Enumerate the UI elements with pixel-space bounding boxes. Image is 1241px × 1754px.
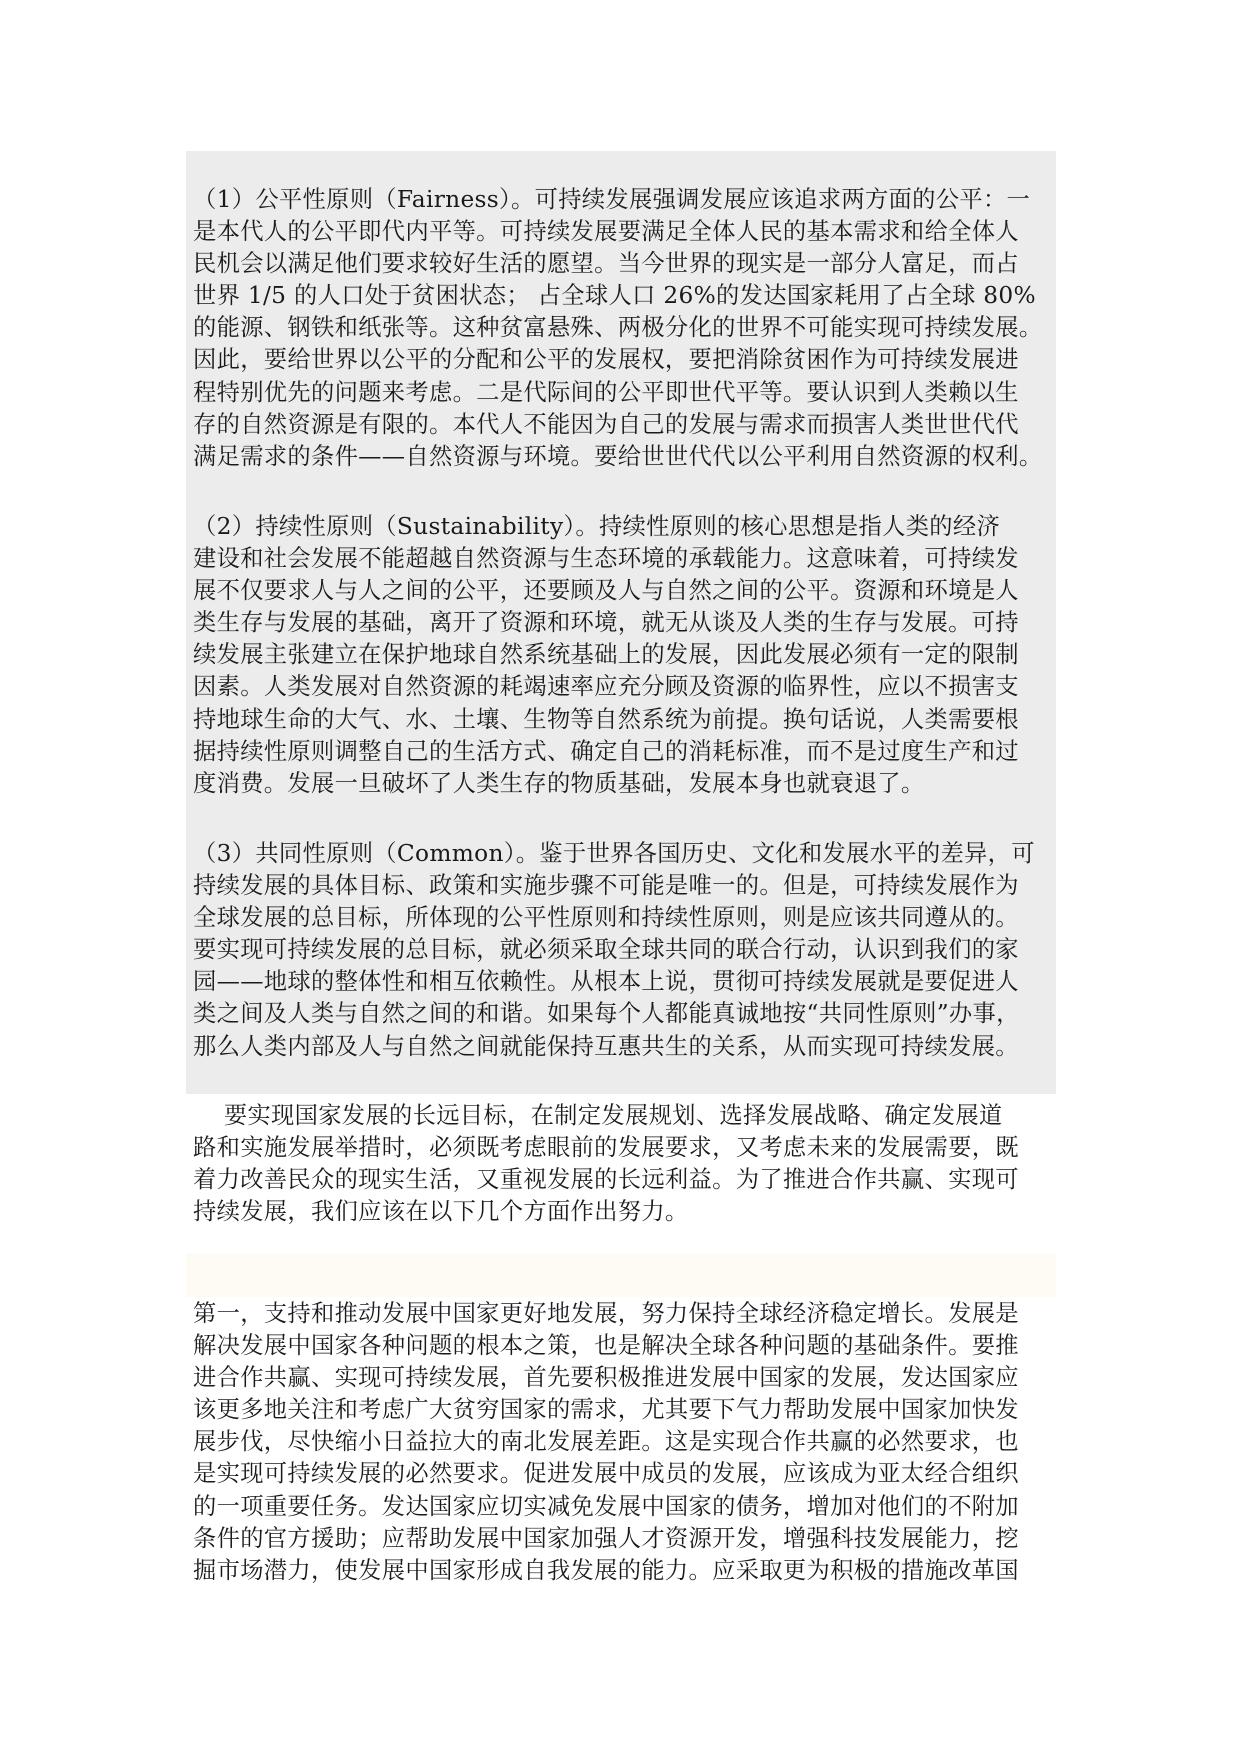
paragraph-common-principle: （3）共同性原则（Common）。鉴于世界各国历史、文化和发展水平的差异，可 持续发展的具体目标、政策和实施步骤不可能是唯一的。但是，可持续发展作为 全球发展的总目标，所体现的公平性原则和持续性原则，则是应该共同遵从的。 要实现可持续发展的总目标，就必须采取全球共同的联合行动，认识到我们的家 园——地球的整体性和相互依赖性。从根本上说，贯彻可持续发展就是要促进人 类之间及人类与自然之间的和谐。如果每个人都能真诚地按“共同性原则”办事， 那么人类内部及人与自然之间就能保持互惠共生的关系，从而实现可持续发展。 [193, 840, 1035, 1060]
paragraph-fairness-principle: （1）公平性原则（Fairness）。可持续发展强调发展应该追求两方面的公平：一 是本代人的公平即代内平等。可持续发展要满足全体人民的基本需求和给全体人 民机会以满足他们要求较好生活的愿望。当今世界的现实是一部分人富足，而占 世界 1/5 的人口处于贫困状态； 占全球人口 26%的发达国家耗用了占全球 80% 的能源、钢铁和纸张等。这种贫富悬殊、两极分化的世界不可能实现可持续发展。 因此，要给世界以公平的分配和公平的发展权，要把消除贫困作为可持续发展进 程特别优先的问题来考虑。二是代际间的公平即世代平等。要认识到人类赖以生 存的自然资源是有限的。本代人不能因为自己的发展与需求而损害人类世世代代 满足需求的条件——自然资源与环境。要给世世代代以公平利用自然资源的权利。 [193, 186, 1043, 470]
cream-highlight-strip [186, 1253, 1056, 1297]
paragraph-first-point: 第一，支持和推动发展中国家更好地发展，努力保持全球经济稳定增长。发展是 解决发展中国家各种问题的根本之策，也是解决全球各种问题的基础条件。要推 进合作共赢、实现可持续发展，首先要积极推进发展中国家的发展，发达国家应 该更多地关注和考虑广大贫穷国家的需求，尤其要下气力帮助发展中国家加快发 展步伐，尽快缩小日益拉大的南北发展差距。这是实现合作共赢的必然要求，也 是实现可持续发展的必然要求。促进发展中成员的发展，应该成为亚太经合组织 的一项重要任务。发达国家应切实减免发展中国家的债务，增加对他们的不附加 条件的官方援助；应帮助发展中国家加强人才资源开发，增强科技发展能力，挖 掘市场潜力，使发展中国家形成自我发展的能力。应采取更为积极的措施改革国 [193, 1300, 1019, 1584]
paragraph-national-goals: 要实现国家发展的长远目标，在制定发展规划、选择发展战略、确定发展道 路和实施发展举措时，必须既考虑眼前的发展要求，又考虑未来的发展需要，既 着力改善民众的现实生活，又重视发展的长远利益。为了推进合作共赢、实现可 持续发展，我们应该在以下几个方面作出努力。 [193, 1102, 1019, 1226]
paragraph-sustainability-principle: （2）持续性原则（Sustainability）。持续性原则的核心思想是指人类的经济 建设和社会发展不能超越自然资源与生态环境的承载能力。这意味着，可持续发 展不仅要求人与人之间的公平，还要顾及人与自然之间的公平。资源和环境是人 类生存与发展的基础，离开了资源和环境，就无从谈及人类的生存与发展。可持 续发展主张建立在保护地球自然系统基础上的发展，因此发展必须有一定的限制 因素。人类发展对自然资源的耗竭速率应充分顾及资源的临界性，应以不损害支 持地球生命的大气、水、土壤、生物等自然系统为前提。换句话说，人类需要根 据持续性原则调整自己的生活方式、确定自己的消耗标准，而不是过度生产和过 度消费。发展一旦破坏了人类生存的物质基础，发展本身也就衰退了。 [193, 513, 1019, 797]
